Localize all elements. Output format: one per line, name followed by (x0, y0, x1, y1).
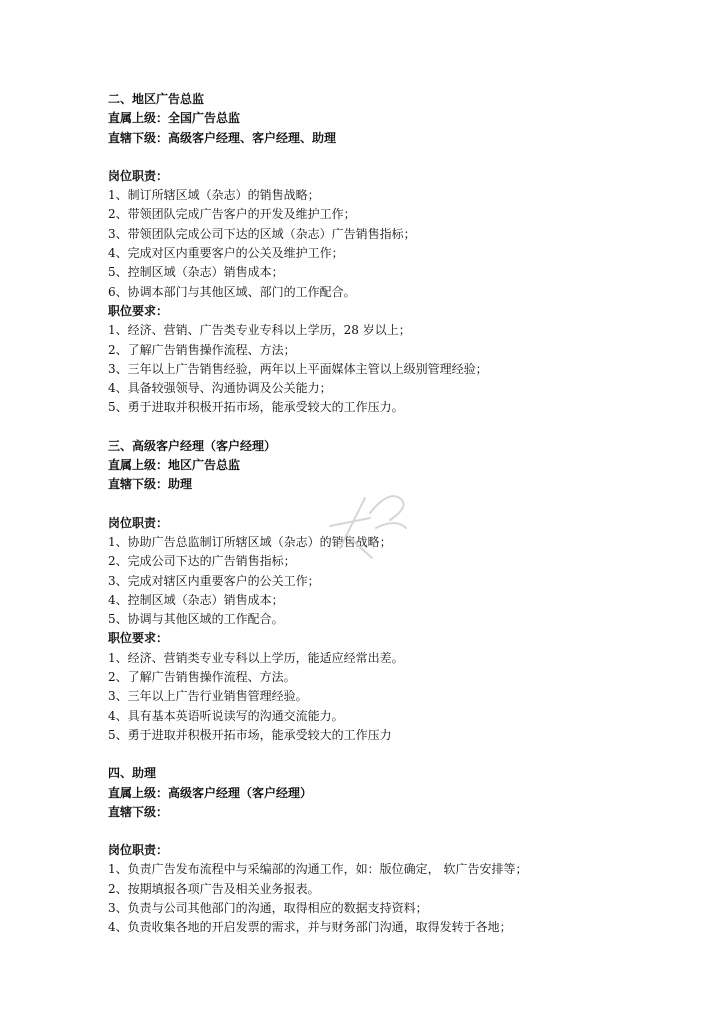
duty-item: 4、负责收集各地的开启发票的需求，并与财务部门沟通，取得发转于各地； (108, 920, 512, 935)
requirement-item: 2、了解广告销售操作流程、方法。 (108, 670, 296, 685)
duty-item: 5、协调与其他区域的工作配合。 (108, 612, 284, 627)
duty-item: 3、负责与公司其他部门的沟通，取得相应的数据支持资料； (108, 900, 428, 915)
duty-item: 3、完成对辖区内重要客户的公关工作； (108, 573, 320, 588)
requirement-item: 5、勇于进取并积极开拓市场，能承受较大的工作压力 (108, 727, 392, 742)
duty-item: 2、带领团队完成广告客户的开发及维护工作； (108, 207, 356, 222)
duty-item: 6、协调本部门与其他区域、部门的工作配合。 (108, 284, 356, 299)
section-title: 四、助理 (108, 766, 157, 781)
subordinate-line: 直辖下级： (108, 804, 169, 819)
requirement-item: 5、勇于进取并积极开拓市场，能承受较大的工作压力。 (108, 400, 404, 415)
duty-item: 2、完成公司下达的广告销售指标； (108, 554, 296, 569)
superior-line: 直属上级：全国广告总监 (108, 111, 241, 126)
duty-item: 4、完成对区内重要客户的公关及维护工作； (108, 246, 344, 261)
requirement-item: 2、了解广告销售操作流程、方法； (108, 342, 296, 357)
superior-line: 直属上级：地区广告总监 (108, 458, 241, 473)
section-regional-director (108, 90, 628, 418)
requirement-item: 1、经济、营销、广告类专业专科以上学历，28 岁以上； (108, 323, 411, 338)
duties-label: 岗位职责： (108, 515, 169, 530)
section-title: 三、高级客户经理（客户经理） (108, 438, 277, 453)
requirement-item: 4、具备较强领导、沟通协调及公关能力； (108, 381, 332, 396)
duty-item: 5、控制区域（杂志）销售成本； (108, 265, 284, 280)
requirement-item: 4、具有基本英语听说读写的沟通交流能力。 (108, 708, 344, 723)
subordinate-line: 直辖下级：助理 (108, 477, 193, 492)
duties-label: 岗位职责： (108, 843, 169, 858)
requirements-label: 职位要求： (108, 631, 169, 646)
requirement-item: 1、经济、营销类专业专科以上学历，能适应经常出差。 (108, 650, 404, 665)
duty-item: 1、制订所辖区域（杂志）的销售战略； (108, 188, 320, 203)
duty-item: 2、按期填报各项广告及相关业务报表。 (108, 881, 320, 896)
duty-item: 4、控制区域（杂志）销售成本； (108, 592, 284, 607)
requirement-item: 3、三年以上广告行业销售管理经验。 (108, 689, 308, 704)
document-page (108, 90, 628, 938)
section-senior-account-manager (108, 437, 628, 745)
duties-label: 岗位职责： (108, 168, 169, 183)
section-title: 二、地区广告总监 (108, 92, 205, 106)
superior-line: 直属上级：高级客户经理（客户经理） (108, 785, 313, 800)
duty-item: 3、带领团队完成公司下达的区域（杂志）广告销售指标； (108, 226, 416, 241)
duty-item: 1、负责广告发布流程中与采编部的沟通工作，如：版位确定， 软广告安排等； (108, 862, 528, 877)
requirement-item: 3、三年以上广告销售经验，两年以上平面媒体主管以上级别管理经验； (108, 361, 488, 376)
requirements-label: 职位要求： (108, 303, 169, 318)
section-assistant (108, 764, 628, 937)
duty-item: 1、协助广告总监制订所辖区域（杂志）的销售战略； (108, 534, 392, 549)
subordinate-line: 直辖下级：高级客户经理、客户经理、助理 (108, 130, 337, 145)
